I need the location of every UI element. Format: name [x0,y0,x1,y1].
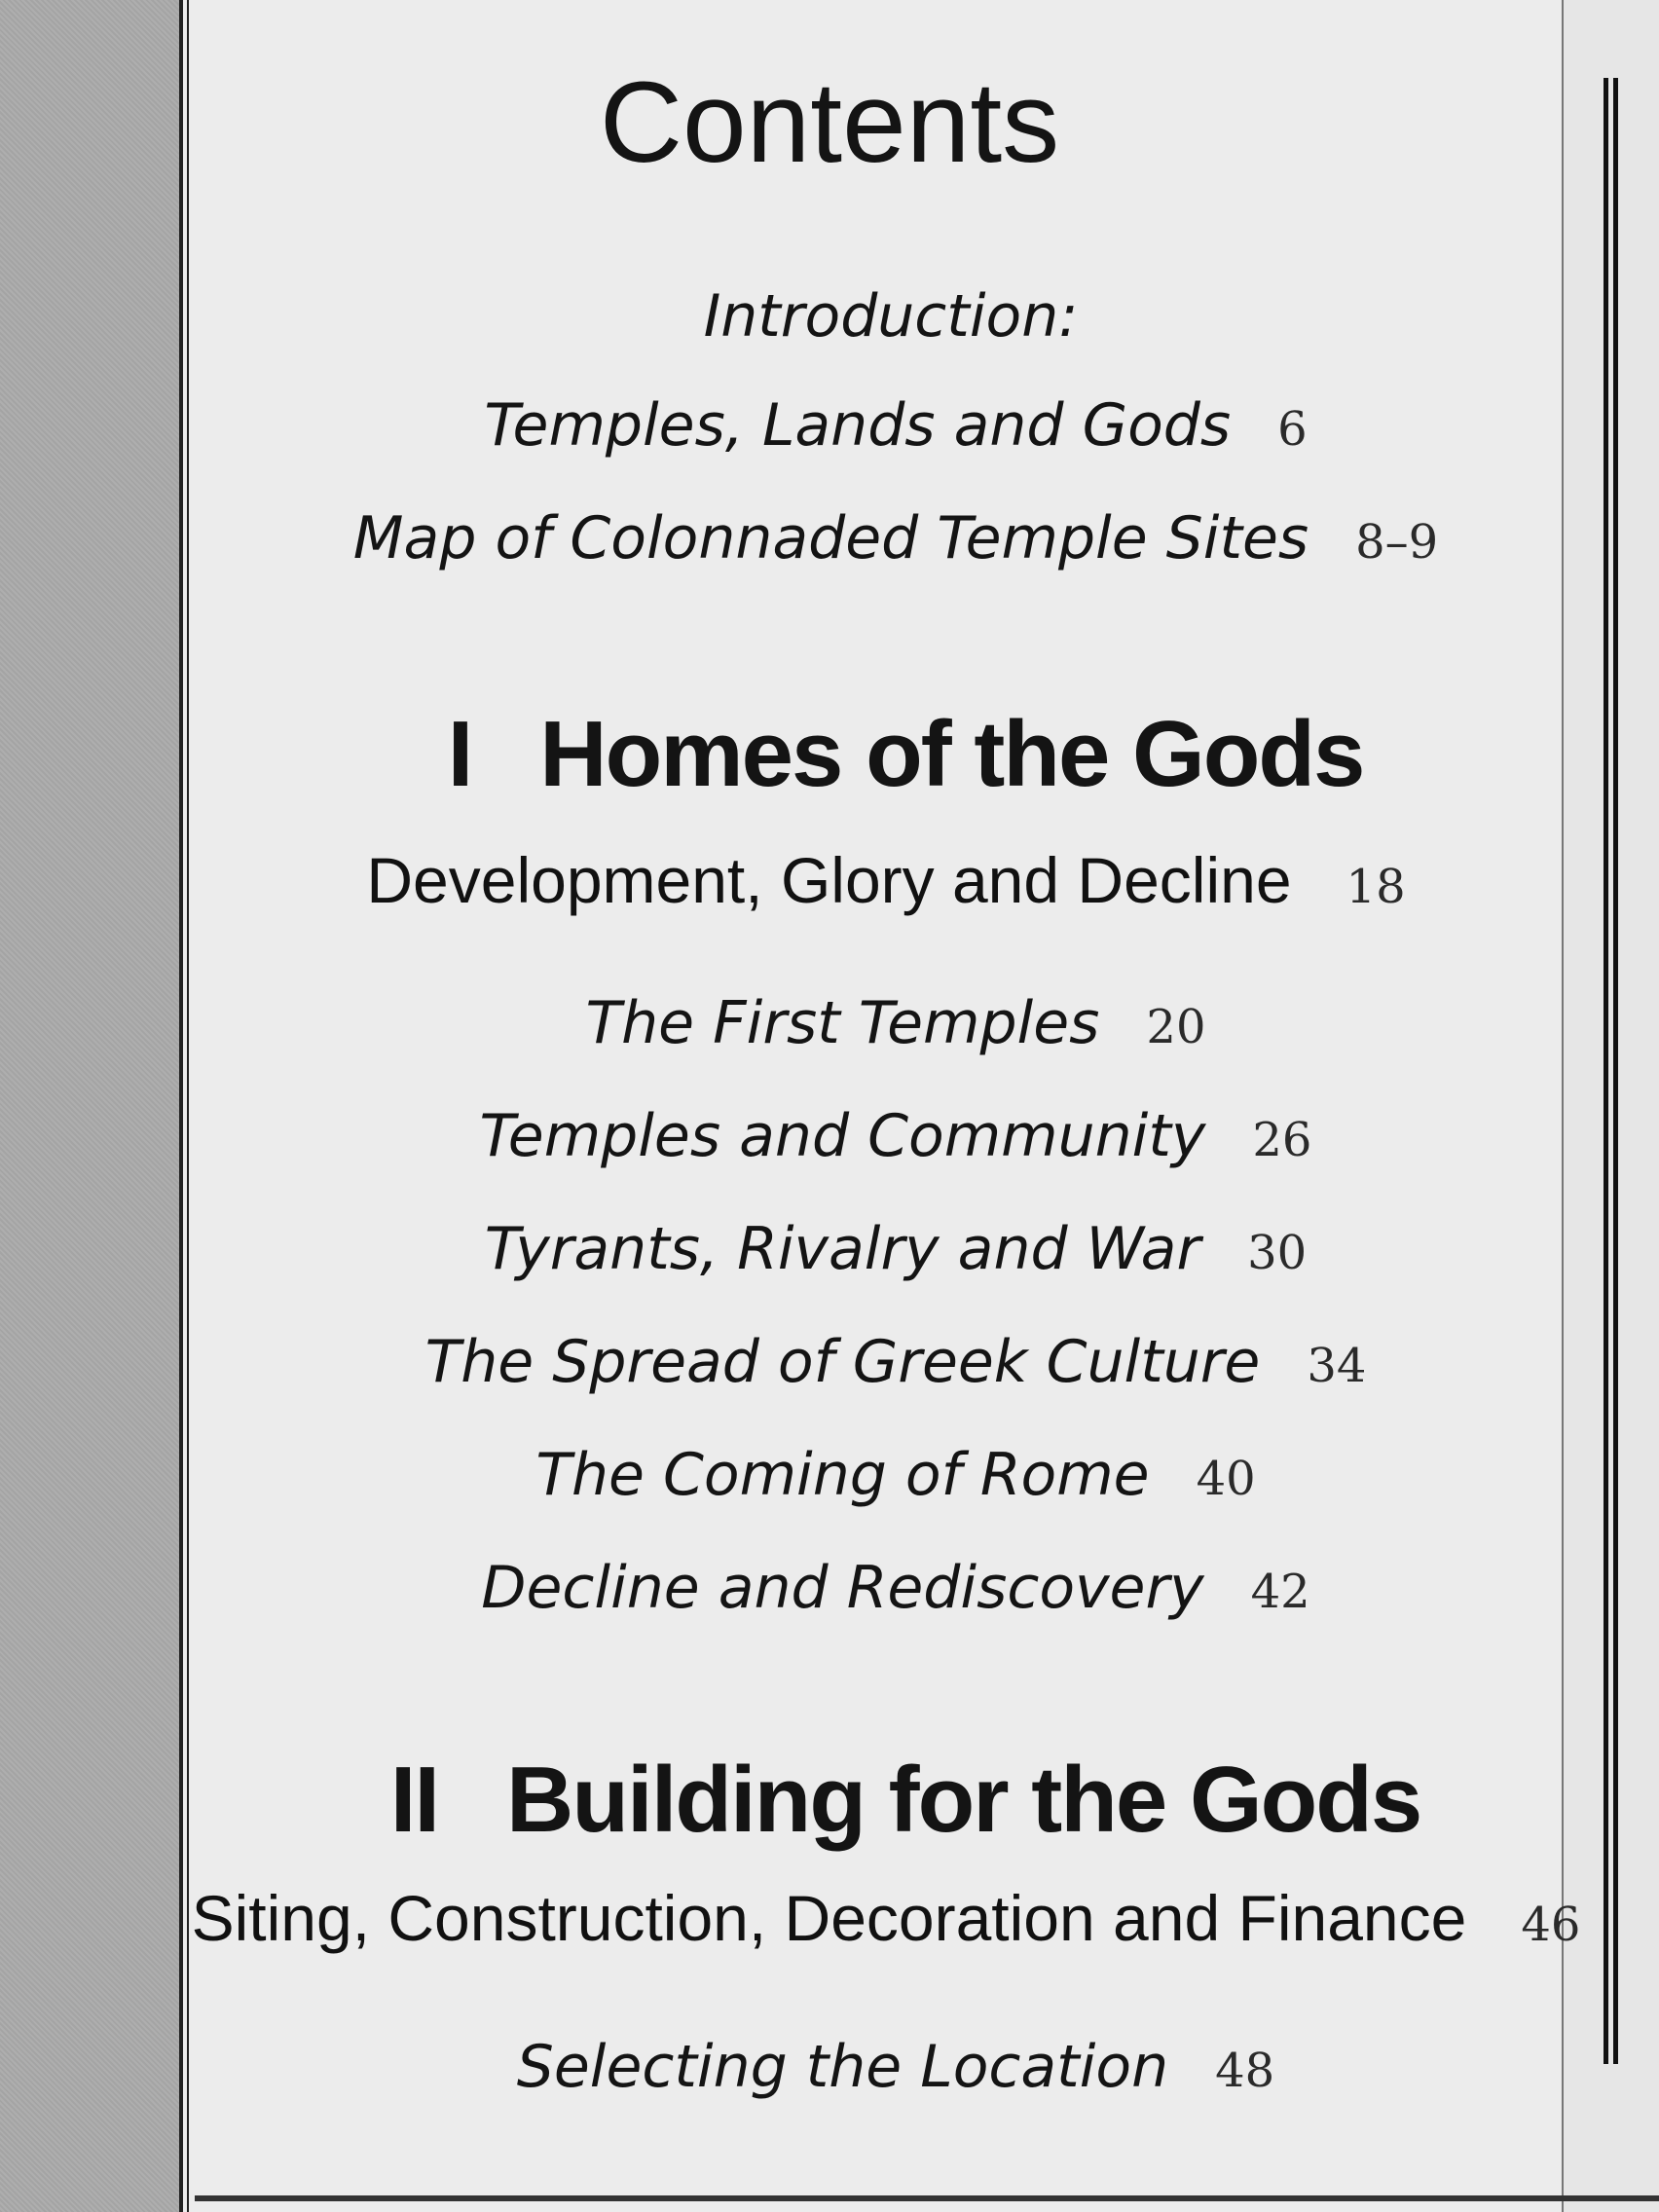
toc-entry[interactable] [0,1554,1659,1622]
toc-entry-page: 34 [1307,1339,1367,1393]
toc-entry[interactable] [0,1328,1659,1396]
toc-entry-page: 30 [1247,1226,1308,1280]
toc-entry-page: 48 [1215,2044,1275,2098]
toc-entry[interactable] [0,1441,1659,1509]
toc-entry-page: 20 [1146,1000,1206,1054]
section-subtitle-page: 18 [1346,860,1406,914]
section-subtitle-text: Siting, Construction, Decoration and Finance [191,1882,1467,1954]
toc-entry[interactable] [0,2033,1659,2101]
toc-entry[interactable] [0,504,1659,572]
toc-entry-title: Temples, Lands and Gods [484,391,1232,460]
toc-entry-title: Tyrants, Rivalry and War [484,1215,1201,1283]
toc-entry-page: 6 [1277,402,1308,457]
page-bottom-edge [195,2195,1659,2201]
section-numeral: II [389,1748,439,1852]
section-subtitle-text: Development, Glory and Decline [366,844,1292,916]
section-heading [0,1747,1659,1854]
toc-entry-title: The Spread of Greek Culture [424,1328,1261,1396]
section-subtitle[interactable] [0,843,1659,917]
toc-entry[interactable] [0,989,1659,1057]
toc-entry-page: 40 [1196,1452,1256,1506]
toc-entry-title: Selecting the Location [516,2033,1169,2101]
toc-entry[interactable] [0,1215,1659,1283]
toc-entry-title: Temples and Community [479,1102,1206,1170]
section-subtitle[interactable] [0,1881,1659,1955]
section-title: Building for the Gods [506,1748,1421,1852]
contents-title: Contents [599,58,1060,187]
section-numeral: I [447,702,472,806]
toc-entry-title: The Coming of Rome [535,1441,1150,1509]
toc-entry-page: 8–9 [1355,515,1439,570]
toc-entry-page: 42 [1250,1565,1310,1619]
toc-entry-title: Map of Colonnaded Temple Sites [352,504,1309,572]
toc-entry-title: Decline and Rediscovery [481,1554,1204,1622]
section-title: Homes of the Gods [539,702,1364,806]
toc-entry-page: 26 [1252,1113,1312,1167]
section-subtitle-page: 46 [1521,1898,1581,1952]
toc-entry[interactable] [0,391,1659,460]
toc-entry[interactable] [0,1102,1659,1170]
section-heading [0,701,1659,808]
intro-label: Introduction: [703,282,1079,350]
toc-entry-title: The First Temples [585,989,1100,1057]
